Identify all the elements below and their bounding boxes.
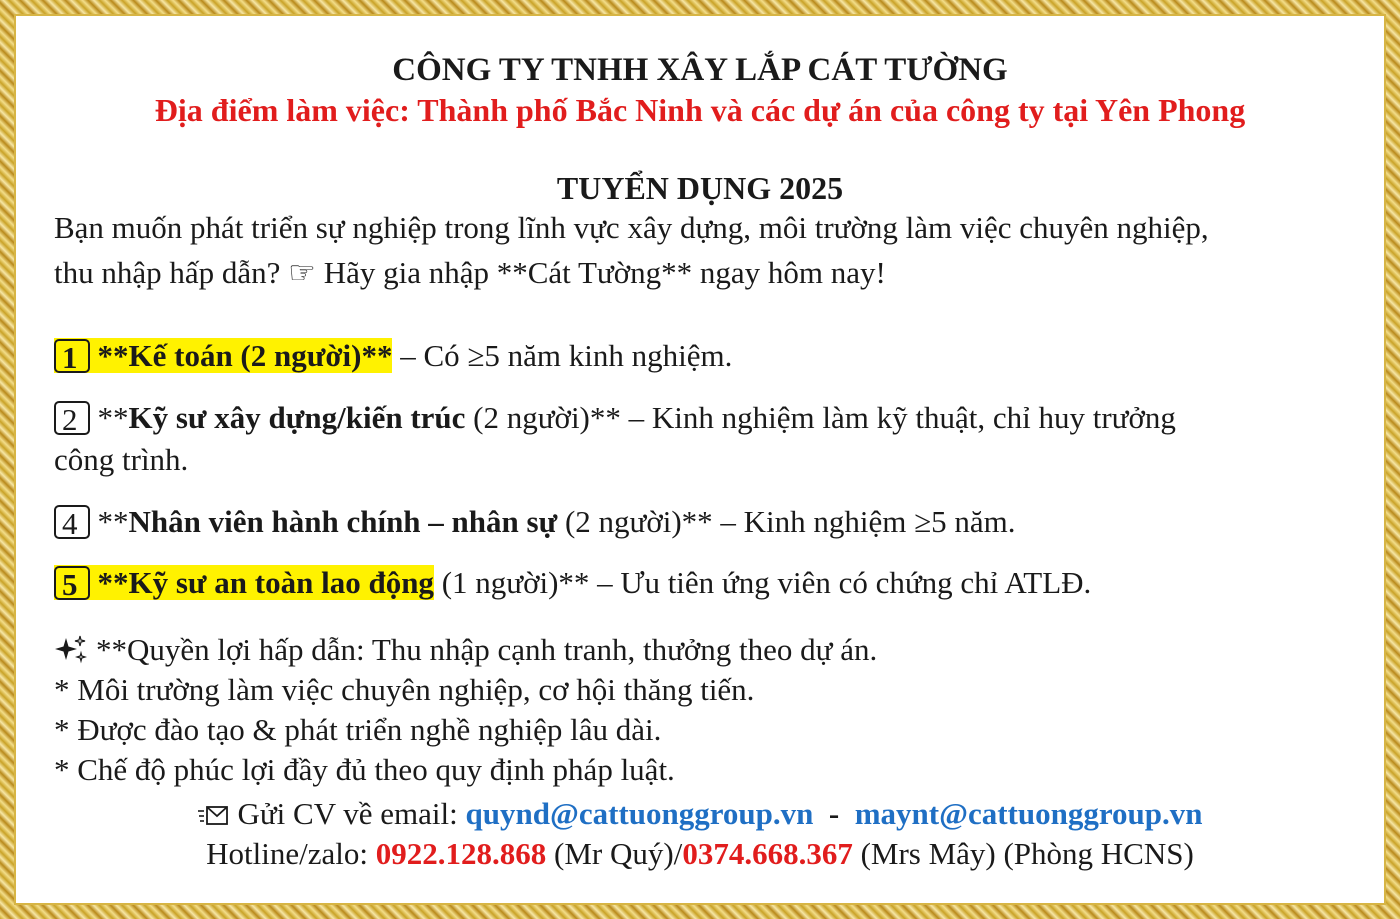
- email-label: Gửi CV về email:: [237, 796, 466, 831]
- contact-hotline: [0, 836, 1400, 872]
- job-item-engineer: [54, 400, 1176, 438]
- job-requirement: (1 người)** – Ưu tiên ứng viên có chứng chỉ ATLĐ.: [433, 565, 1092, 600]
- job-item-accountant: [54, 338, 732, 376]
- email-link-2[interactable]: maynt@cattuonggroup.vn: [854, 796, 1203, 831]
- job-title: **Kỹ sư an toàn lao động: [97, 565, 434, 600]
- sparkles-icon: [54, 634, 88, 672]
- job-requirement: – Có ≥5 năm kinh nghiệm.: [392, 338, 733, 373]
- job-number: 4: [54, 505, 90, 539]
- benefit-line: * Chế độ phúc lợi đầy đủ theo quy định pháp luật.: [54, 752, 675, 787]
- phone-1[interactable]: 0922.128.868: [375, 836, 547, 871]
- email-separator: -: [813, 796, 855, 831]
- benefit-line: * Môi trường làm việc chuyên nghiệp, cơ hội thăng tiến.: [54, 672, 755, 707]
- job-item-admin-hr: [54, 504, 1016, 542]
- benefit-text: **Quyền lợi hấp dẫn: Thu nhập cạnh tranh, thưởng theo dự án.: [96, 632, 878, 667]
- intro-line-2: thu nhập hấp dẫn? ☞ Hãy gia nhập **Cát Tường** ngay hôm nay!: [54, 255, 886, 290]
- recruitment-title: TUYỂN DỤNG 2025: [556, 170, 844, 206]
- hotline-label: Hotline/zalo:: [206, 836, 376, 871]
- envelope-icon: [197, 799, 229, 835]
- job-number: 5: [54, 566, 90, 600]
- job-requirement: (2 người)** – Kinh nghiệm ≥5 năm.: [557, 504, 1016, 539]
- email-link-1[interactable]: quynd@cattuonggroup.vn: [465, 796, 814, 831]
- benefit-line: * Được đào tạo & phát triển nghề nghiệp lâu dài.: [54, 712, 662, 747]
- job-item-safety-engineer: [54, 565, 1091, 603]
- person-2: (Mrs Mây) (Phòng HCNS): [852, 836, 1194, 871]
- job-title: **Kế toán (2 người)**: [97, 338, 393, 373]
- work-location: Địa điểm làm việc: Thành phố Bắc Ninh và các dự án của công ty tại Yên Phong: [154, 92, 1246, 128]
- job-prefix: **: [97, 400, 129, 435]
- job-requirement-continued: công trình.: [54, 442, 189, 477]
- contact-email: [0, 796, 1400, 835]
- job-number: 2: [54, 401, 90, 435]
- job-prefix: **: [97, 504, 129, 539]
- job-title: Nhân viên hành chính – nhân sự: [128, 504, 558, 539]
- job-highlight: [54, 338, 392, 373]
- job-requirement: (2 người)** – Kinh nghiệm làm kỹ thuật, chỉ huy trưởng: [465, 400, 1176, 435]
- company-name: CÔNG TY TNHH XÂY LẮP CÁT TƯỜNG: [392, 52, 1008, 88]
- job-title: Kỹ sư xây dựng/kiến trúc: [128, 400, 466, 435]
- phone-2[interactable]: 0374.668.367: [682, 836, 853, 871]
- intro-line-1: Bạn muốn phát triển sự nghiệp trong lĩnh vực xây dựng, môi trường làm việc chuyên nghiệp,: [54, 210, 1209, 245]
- person-1: (Mr Quý)/: [546, 836, 683, 871]
- job-number: 1: [54, 339, 90, 373]
- benefit-line-headline: [54, 632, 877, 672]
- job-highlight: [54, 565, 434, 600]
